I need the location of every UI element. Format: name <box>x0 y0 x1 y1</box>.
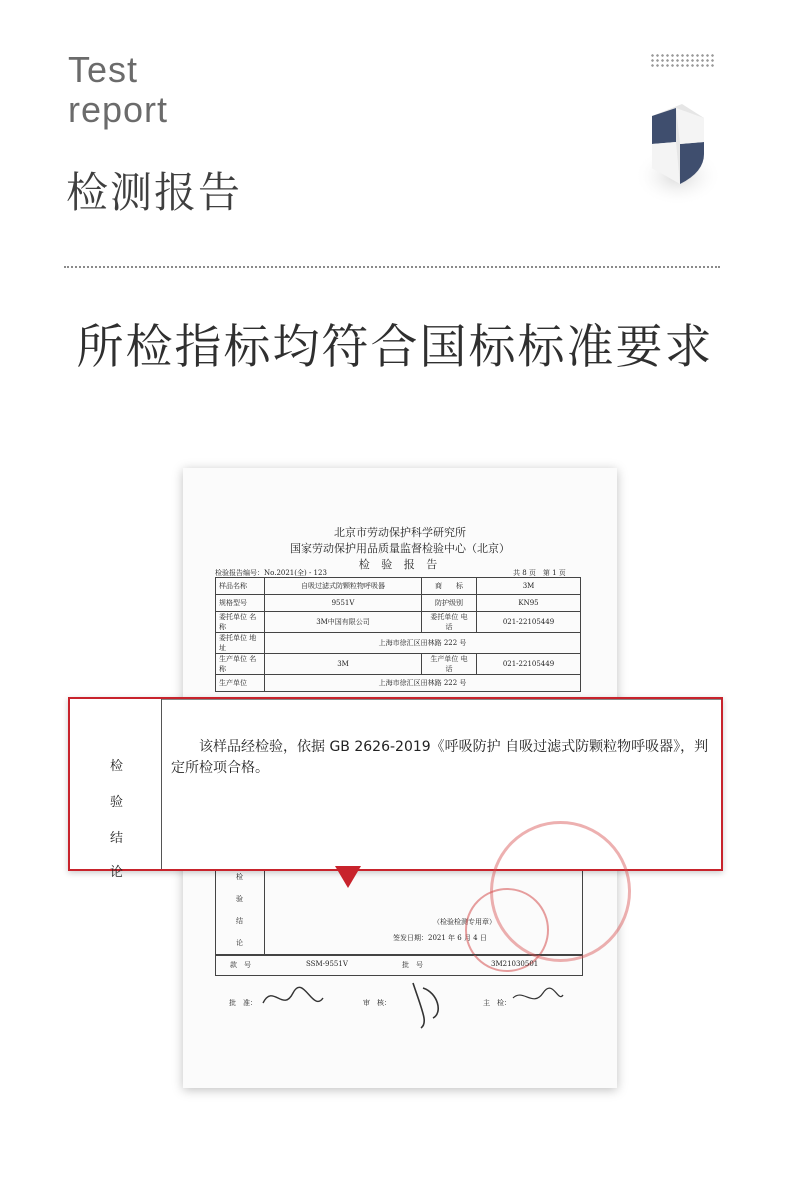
doc-title-line1: 北京市劳动保护科学研究所 <box>334 526 466 539</box>
sample-info-table <box>215 577 581 692</box>
table-cell: 防护级别 <box>422 595 477 612</box>
table-cell: 自吸过滤式防颗粒物呼吸器 <box>265 578 422 595</box>
title-en-line1: Test <box>68 49 139 90</box>
table-cell: 021-22105449 <box>477 612 581 633</box>
table-cell: 委托单位 名 称 <box>216 612 265 633</box>
shield-icon <box>630 98 726 208</box>
table-cell: 规格型号 <box>216 595 265 612</box>
table-cell: 生产单位 电 话 <box>422 654 477 675</box>
dotted-divider <box>64 266 720 268</box>
conclusion-callout <box>68 697 723 880</box>
review-label: 审 核： <box>363 999 391 1007</box>
callout-vertical-label <box>70 699 162 880</box>
batch-number: 3M21030501 <box>491 960 539 968</box>
seal-stamp <box>490 821 631 962</box>
report-number: 检验报告编号：No.2021(全) - 123 <box>215 569 327 577</box>
approve-label: 批 准： <box>229 999 257 1007</box>
conclusion-char: 验 <box>236 895 243 903</box>
handwritten-signatures <box>253 973 573 1033</box>
table-cell: 上海市徐汇区田林路 222 号 <box>265 675 581 692</box>
style-number: SSM-9551V <box>306 960 348 968</box>
doc-title-line3: 检 验 报 告 <box>358 558 442 571</box>
title-en <box>68 50 168 130</box>
table-cell: 委托单位 电 话 <box>422 612 477 633</box>
table-cell: KN95 <box>477 595 581 612</box>
table-cell: 商 标 <box>422 578 477 595</box>
title-cn: 检测报告 <box>66 168 243 217</box>
conclusion-char: 结 <box>236 917 243 925</box>
callout-pointer <box>335 866 361 888</box>
table-cell: 9551V <box>265 595 422 612</box>
dot-grid-decoration <box>650 53 716 67</box>
sign-date: 签发日期：2021 年 6 月 4 日 <box>393 934 487 942</box>
conclusion-text: 该样品经检验，依据 GB 2626-2019《呼吸防护 自吸过滤式防颗粒物呼吸器》，判定所检项合格。 <box>171 739 709 776</box>
callout-char: 论 <box>110 865 124 880</box>
page-info: 共 8 页 第 1 页 <box>513 569 566 577</box>
table-row <box>216 595 581 612</box>
table-cell: 3M <box>265 654 422 675</box>
table-row <box>216 612 581 633</box>
title-en-line2: report <box>68 89 169 130</box>
table-cell: 生产单位 名 称 <box>216 654 265 675</box>
seal-note: （检验检测专用章） <box>433 918 496 926</box>
conclusion-char: 论 <box>236 939 243 947</box>
table-row <box>216 578 581 595</box>
table-row <box>216 654 581 675</box>
conclusion-char: 检 <box>236 873 243 881</box>
inspector-label: 主 检： <box>483 999 511 1007</box>
callout-char: 检 <box>110 759 124 774</box>
table-cell: 委托单位 地 址 <box>216 633 265 654</box>
table-cell: 样品名称 <box>216 578 265 595</box>
table-cell: 3M <box>477 578 581 595</box>
table-cell: 生产单位 <box>216 675 265 692</box>
table-row <box>216 675 581 692</box>
doc-title-line2: 国家劳动保护用品质量监督检验中心（北京） <box>290 542 510 555</box>
table-cell: 3M中国有限公司 <box>265 612 422 633</box>
table-cell: 021-22105449 <box>477 654 581 675</box>
headline: 所检指标均符合国标标准要求 <box>76 320 714 375</box>
table-row <box>216 633 581 654</box>
table-cell: 上海市徐汇区田林路 222 号 <box>265 633 581 654</box>
style-label: 款 号 <box>230 961 251 969</box>
batch-label: 批 号 <box>402 961 423 969</box>
callout-char: 验 <box>110 795 124 810</box>
callout-char: 结 <box>110 831 124 846</box>
